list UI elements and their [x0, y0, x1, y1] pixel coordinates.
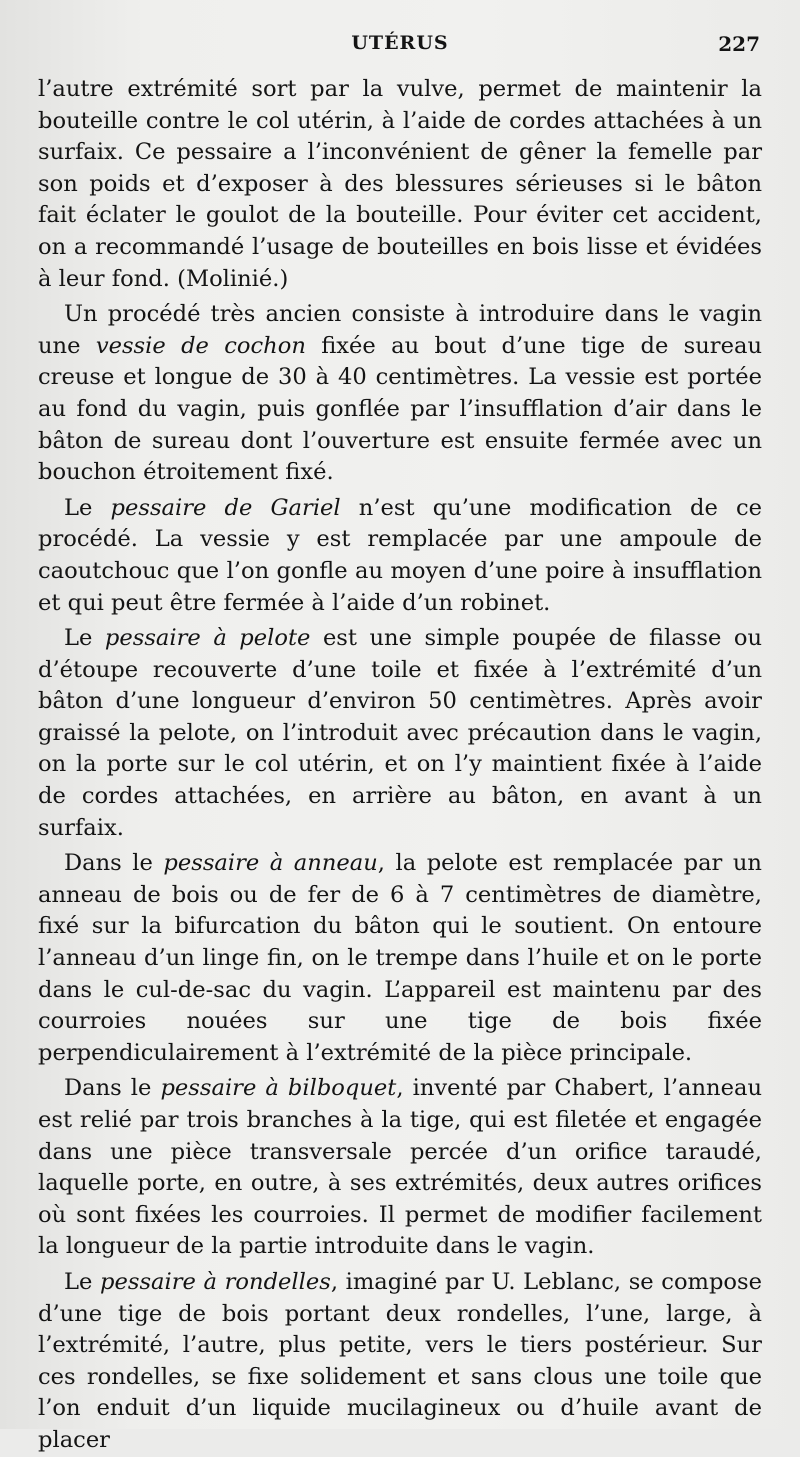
text-run: est une simple poupée de filasse ou d’étoupe recouverte d’une toile et fixée à l’extrémité d’un bâton d’une longueur d’environ 50 centimètres. Après avoir graissé la pelote, on l’introduit avec précaution dans le vagin, on la porte sur le col utérin, et on l’y maintient fixée à l’aide de cordes attachées, en arrière au bâton, en avant à un surfaix.	[38, 625, 763, 841]
text-run: Le	[64, 494, 111, 521]
paragraph	[38, 1267, 762, 1457]
text-run: Dans le	[64, 1075, 161, 1102]
text-run: fixée au bout d’une tige de sureau creuse et longue de 30 à 40 centimètres. La vessie est portée au fond du vagin, puis gonflée par l’insufflation d’air dans le bâton de sureau dont l’ouverture est ensuite fermée avec un bouchon étroitement fixé.	[38, 332, 762, 486]
paragraph	[38, 299, 762, 489]
italic-term: pessaire à pelote	[104, 625, 311, 652]
italic-term: vessie de cochon	[95, 332, 306, 359]
paragraph	[38, 493, 762, 619]
text-run: Le	[64, 1268, 101, 1295]
text-run: , inventé par Chabert, l’anneau est relié par trois branches à la tige, qui est filetée et engagée dans une pièce transversale percée d’un orifice taraudé, laquelle porte, en outre, à ses extrémités, deux autres orifices où sont fixées les courroies. Il permet de modifier facilement la longueur de la partie introduite dans le vagin.	[38, 1075, 763, 1260]
text-run: Le	[64, 625, 105, 652]
running-header	[38, 32, 762, 62]
italic-term: pessaire à anneau	[163, 850, 378, 877]
running-title: UTÉRUS	[351, 32, 449, 54]
paragraph	[38, 848, 762, 1069]
body-text	[38, 74, 762, 1457]
paragraph	[38, 74, 762, 295]
paragraph	[38, 1073, 762, 1263]
page-number: 227	[718, 32, 760, 56]
text-run: , la pelote est remplacée par un anneau de bois ou de fer de 6 à 7 centimètres de diamètre, fixé sur la bifurcation du bâton qui le soutient. On entoure l’anneau d’un linge fin, on le trempe dans l’huile et on le porte dans le cul-de-sac du vagin. L’appareil est maintenu par des courroies nouées sur une tige de bois fixée perpendiculairement à l’extrémité de la pièce principale.	[38, 850, 762, 1066]
italic-term: pessaire à bilboquet	[160, 1075, 397, 1102]
text-run: n’est qu’une modification de ce procédé. La vessie y est remplacée par une ampoule de caoutchouc que l’on gonfle au moyen d’une poire à insufflation et qui peut être fermée à l’aide d’un robinet.	[38, 494, 762, 616]
text-run: , imaginé par U. Leblanc, se compose d’une tige de bois portant deux rondelles, l’une, large, à l’extrémité, l’autre, plus petite, vers le tiers postérieur. Sur ces rondelles, se fixe solidement et sans clous une toile que l’on enduit d’un liquide mucilagineux ou d’huile avant de placer	[38, 1268, 762, 1453]
paragraph	[38, 623, 762, 844]
text-run: l’autre extrémité sort par la vulve, permet de maintenir la bouteille contre le col utérin, à l’aide de cordes attachées à un surfaix. Ce pessaire a l’inconvénient de gêner la femelle par son poids et d’exposer à des blessures sérieuses si le bâton fait éclater le goulot de la bouteille. Pour éviter cet accident, on a recommandé l’usage de bouteilles en bois lisse et évidées à leur fond. (Molinié.)	[38, 76, 762, 292]
italic-term: pessaire à rondelles	[100, 1268, 331, 1295]
italic-term: pessaire de Gariel	[110, 494, 341, 521]
text-run: Un procédé très ancien consiste à introduire dans le vagin une	[38, 301, 762, 359]
text-run: Dans le	[64, 850, 164, 877]
